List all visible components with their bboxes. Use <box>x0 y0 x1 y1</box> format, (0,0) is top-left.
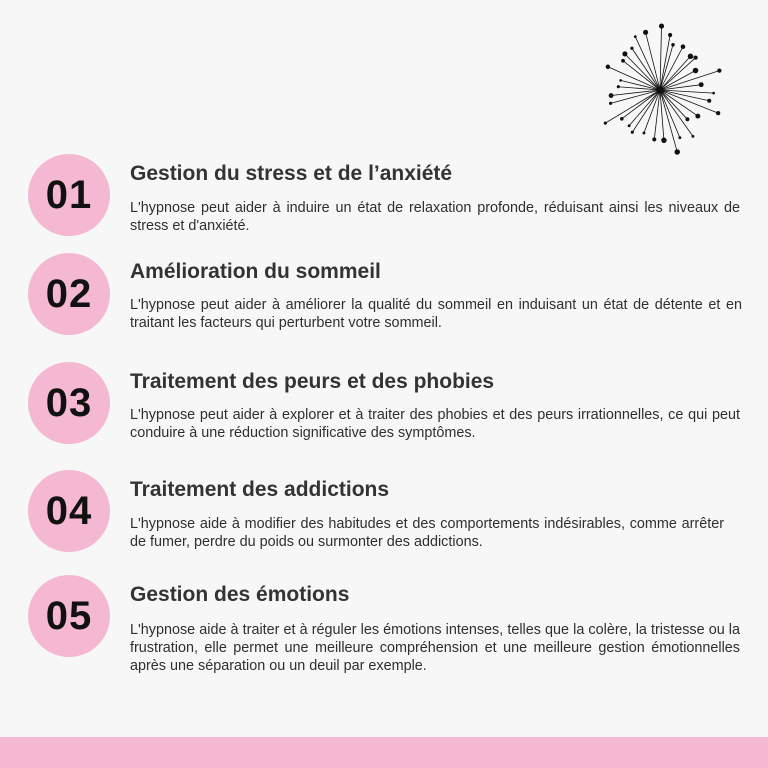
item-title: Traitement des peurs et des phobies <box>130 370 495 393</box>
item-number-badge: 01 <box>28 154 110 236</box>
item-title: Amélioration du sommeil <box>130 260 381 283</box>
item-description: L'hypnose peut aider à améliorer la qualité du sommeil en induisant un état de détente et en traitant les facteurs qui perturbent votre sommeil. <box>130 297 742 331</box>
item-number-badge: 03 <box>28 362 110 444</box>
item-title: Traitement des addictions <box>130 478 390 501</box>
item-description: L'hypnose aide à modifier des habitudes et des comportements indésirables, comme arrêter de fumer, perdre du poids ou surmonter des addictions. <box>130 516 724 550</box>
item-title: Gestion des émotions <box>130 583 350 606</box>
starburst-icon <box>592 22 728 158</box>
item-description: L'hypnose peut aider à explorer et à traiter des phobies et des peurs irrationnelles, ce qui peut conduire à une réduction significative des symptômes. <box>130 407 740 441</box>
item-number-badge: 05 <box>28 575 110 657</box>
item-number-badge: 02 <box>28 253 110 335</box>
item-title: Gestion du stress et de l’anxiété <box>130 162 453 185</box>
item-description: L'hypnose peut aider à induire un état de relaxation profonde, réduisant ainsi les niveaux de stress et d'anxiété. <box>130 200 740 234</box>
footer-band <box>0 737 768 768</box>
item-description: L'hypnose aide à traiter et à réguler les émotions intenses, telles que la colère, la tristesse ou la frustration, elle permet une meilleure compréhension et une meilleure gestion émotionnelles après une séparation ou un deuil par exemple. <box>130 622 740 674</box>
item-number-badge: 04 <box>28 470 110 552</box>
